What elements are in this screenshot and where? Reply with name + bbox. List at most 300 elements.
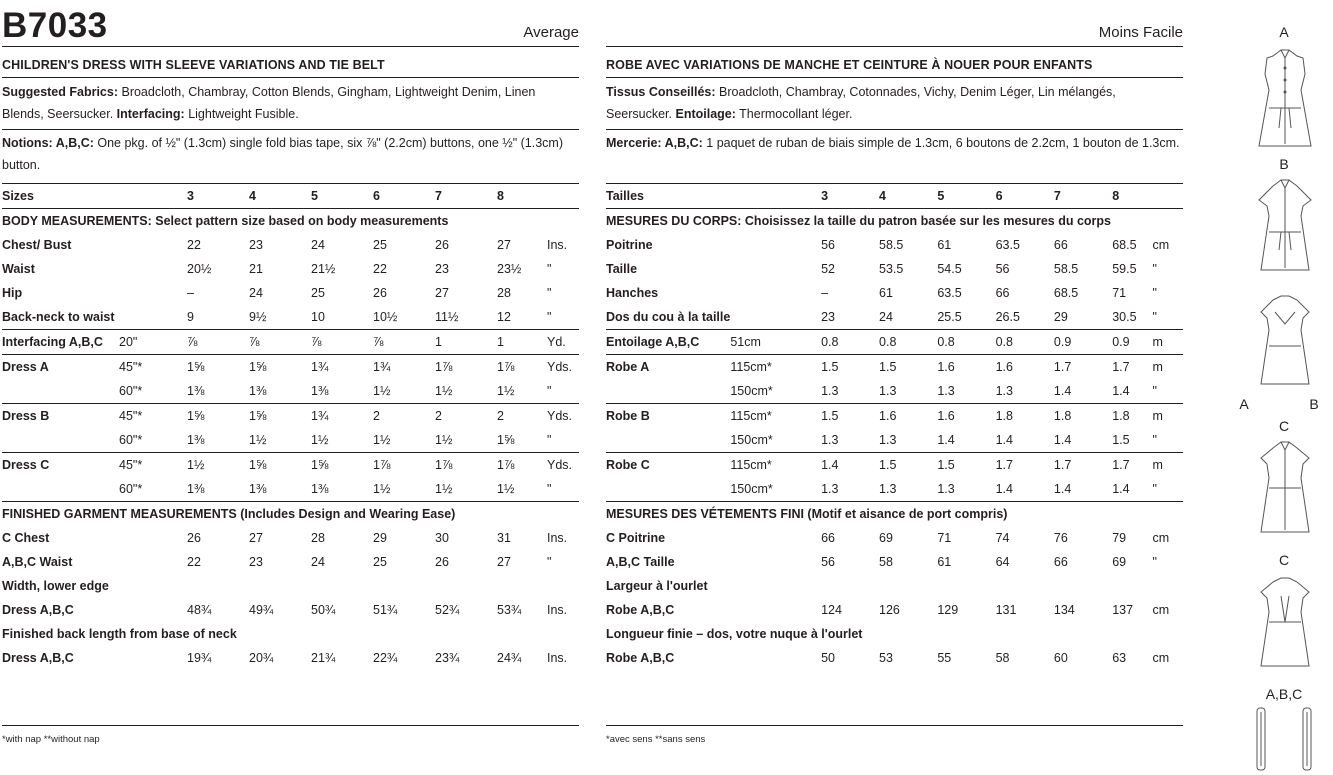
table-row [606, 622, 1183, 646]
table-cell [730, 281, 821, 305]
value-cell: 48¾ [187, 603, 212, 617]
value-cell: 58.5 [879, 238, 904, 252]
unit-cell: cm [1152, 238, 1170, 252]
value-cell: 1.4 [1054, 428, 1112, 453]
value-cell: 53¾ [497, 603, 522, 617]
value-cell: 1⅝ [187, 409, 205, 423]
table-row [606, 330, 1183, 355]
value-cell: 1½ [497, 379, 547, 404]
value-cell: 11½ [435, 305, 497, 330]
view-label: Robe C [606, 458, 650, 472]
value-cell: 25 [373, 555, 387, 569]
size-header: 8 [497, 184, 547, 209]
value-cell: ⅞ [373, 330, 435, 355]
value-cell: 64 [995, 555, 1010, 569]
finished-measurements-heading: FINISHED GARMENT MEASUREMENTS (Includes Design and Wearing Ease) [2, 507, 456, 521]
row-label: C Poitrine [606, 531, 666, 545]
measurement-table [606, 183, 1183, 670]
table-cell [730, 184, 821, 209]
size-header: 5 [937, 184, 995, 209]
value-cell: 22¾ [373, 651, 398, 665]
value-cell: 1⅜ [311, 379, 373, 404]
table-row [606, 305, 1183, 330]
notions-paragraph [2, 132, 579, 176]
value-cell: 137 [1112, 603, 1134, 617]
dress-b-front-icon [1251, 176, 1319, 276]
value-cell: 1⅞ [373, 458, 391, 472]
value-cell: 25 [311, 286, 325, 300]
value-cell: 19¾ [187, 651, 212, 665]
row-label: Waist [2, 262, 35, 276]
unit-cell: m [1152, 458, 1163, 472]
value-cell: 1.3 [879, 379, 937, 404]
unit-cell: " [547, 379, 579, 404]
value-cell: 1.8 [1053, 409, 1072, 423]
table-cell [730, 598, 821, 622]
value-cell: 1⅞ [435, 360, 453, 374]
finished-measurements-heading: MESURES DES VÉTEMENTS FINI (Motif et aisance de port compris) [606, 507, 1008, 521]
value-cell: 74 [995, 531, 1010, 545]
unit-cell: " [1152, 379, 1183, 404]
size-header: 8 [1112, 184, 1152, 209]
view-label: Robe B [606, 409, 650, 423]
value-cell: 22 [187, 238, 201, 252]
unit-cell: Ins. [547, 531, 568, 545]
table-row [606, 281, 1183, 305]
value-cell: 1⅝ [187, 360, 205, 374]
value-cell: 30.5 [1112, 305, 1152, 330]
value-cell: 1½ [187, 458, 205, 472]
table-row [2, 233, 579, 257]
value-cell: 1⅜ [249, 379, 311, 404]
size-header: 3 [821, 184, 879, 209]
value-cell: 59.5 [1112, 262, 1137, 276]
table-cell [119, 257, 187, 281]
table-row [606, 355, 1183, 380]
width-cell: 115cm* [730, 458, 772, 472]
width-cell: 150cm* [730, 477, 821, 502]
table-row [2, 453, 579, 478]
title-rule [606, 46, 1183, 47]
value-cell: 23 [821, 305, 879, 330]
sizes-label: Tailles [606, 184, 730, 209]
value-cell: 0.8 [996, 330, 1054, 355]
table-row [2, 526, 579, 550]
value-cell: 1.3 [821, 477, 879, 502]
value-cell: 24¾ [497, 651, 522, 665]
table-row [2, 574, 579, 598]
value-cell: 1.3 [996, 379, 1054, 404]
value-cell: 10½ [373, 305, 435, 330]
fabrics-label: Suggested Fabrics: [2, 85, 118, 99]
value-cell: 1.5 [1112, 428, 1152, 453]
value-cell: 2 [497, 409, 504, 423]
value-cell: 1.6 [879, 409, 897, 423]
length-heading: Finished back length from base of neck [2, 627, 237, 641]
unit-cell: Yds. [547, 409, 573, 423]
value-cell: 1.5 [879, 360, 897, 374]
value-cell: 1.3 [937, 477, 995, 502]
table-row [606, 379, 1183, 404]
fabrics-paragraph [606, 81, 1183, 125]
table-row [606, 404, 1183, 429]
unit-cell: " [547, 555, 552, 569]
value-cell: 126 [879, 603, 900, 617]
table-cell [606, 428, 730, 453]
table-row [606, 453, 1183, 478]
row-label: Interfacing A,B,C [2, 330, 119, 355]
value-cell: 1.7 [1053, 458, 1072, 472]
view-ab-left-label: A [1239, 396, 1249, 412]
value-cell: 1½ [435, 428, 497, 453]
table-cell [119, 550, 187, 574]
table-row [606, 184, 1183, 209]
value-cell: 25 [373, 238, 387, 252]
table-row [2, 355, 579, 380]
view-abc-label: A,B,C [1265, 686, 1303, 702]
value-cell: 1¾ [311, 360, 329, 374]
value-cell: 1.3 [937, 379, 995, 404]
table-row [2, 379, 579, 404]
value-cell: 27 [249, 531, 263, 545]
table-row [2, 184, 579, 209]
notions-paragraph [606, 132, 1183, 154]
width-cell: 45"* [119, 409, 143, 423]
width-heading: Width, lower edge [2, 579, 109, 593]
value-cell: 22 [187, 555, 201, 569]
value-cell: 1⅜ [187, 379, 249, 404]
unit-cell: Yd. [547, 330, 579, 355]
view-label: Dress A [2, 360, 49, 374]
interfacing-label: Interfacing: [116, 107, 185, 121]
value-cell: 51¾ [373, 603, 398, 617]
table-row [606, 574, 1183, 598]
value-cell: 61 [937, 238, 952, 252]
value-cell: 24 [249, 286, 263, 300]
value-cell: 1½ [373, 477, 435, 502]
width-cell: 60"* [119, 379, 187, 404]
fabrics-rule [606, 129, 1183, 130]
dress-a-front-icon [1251, 44, 1319, 154]
table-row [606, 428, 1183, 453]
table-row [2, 404, 579, 429]
value-cell: 1½ [497, 477, 547, 502]
size-header: 6 [996, 184, 1054, 209]
value-cell: 23 [249, 555, 263, 569]
value-cell: 2 [373, 409, 380, 423]
value-cell: 0.9 [1054, 330, 1112, 355]
value-cell: 29 [1054, 305, 1112, 330]
value-cell: ⅞ [249, 330, 311, 355]
value-cell: 134 [1053, 603, 1075, 617]
unit-cell: " [547, 262, 552, 276]
value-cell: 63.5 [995, 238, 1020, 252]
value-cell: 63 [1112, 651, 1127, 665]
table-cell [119, 646, 187, 670]
notions-text: One pkg. of ½" (1.3cm) single fold bias tape, six ⅞" (2.2cm) buttons, one ½" (1.3cm) button. [2, 136, 563, 172]
value-cell: 31 [497, 531, 511, 545]
table-row [2, 209, 579, 234]
table-cell [2, 477, 119, 502]
row-label: Chest/ Bust [2, 238, 72, 252]
value-cell: 1.3 [879, 428, 937, 453]
value-cell: 20½ [187, 262, 212, 276]
unit-cell: m [1152, 330, 1183, 355]
notions-text: 1 paquet de ruban de biais simple de 1.3cm, 6 boutons de 2.2cm, 1 bouton de 1.3cm. [706, 136, 1180, 150]
view-c-label: C [1278, 418, 1290, 434]
size-header: 5 [311, 184, 373, 209]
value-cell: 1½ [435, 477, 497, 502]
interfacing-text: Thermocollant léger. [739, 107, 853, 121]
unit-cell: " [1152, 262, 1157, 276]
row-label: Hip [2, 286, 23, 300]
width-cell: 60"* [119, 428, 187, 453]
table-row [2, 281, 579, 305]
table-row [606, 646, 1183, 670]
value-cell: 55 [937, 651, 952, 665]
difficulty-label: Average [523, 24, 579, 41]
row-label: A,B,C Taille [606, 555, 675, 569]
value-cell: 26.5 [996, 305, 1054, 330]
value-cell: 2 [435, 409, 442, 423]
value-cell: 68.5 [1112, 238, 1137, 252]
value-cell: – [821, 286, 829, 300]
unit-cell: Ins. [547, 603, 568, 617]
value-cell: 54.5 [937, 262, 962, 276]
pattern-heading: ROBE AVEC VARIATIONS DE MANCHE ET CEINTURE À NOUER POUR ENFANTS [606, 58, 1093, 72]
value-cell: 28 [311, 531, 325, 545]
size-header: 7 [1054, 184, 1112, 209]
unit-cell: m [1152, 409, 1163, 423]
value-cell: 24 [311, 238, 325, 252]
value-cell: 1 [497, 330, 547, 355]
unit-cell: " [1152, 428, 1183, 453]
value-cell: 1⅝ [249, 360, 267, 374]
value-cell: 1.3 [821, 428, 879, 453]
value-cell: 52¾ [435, 603, 460, 617]
value-cell: 56 [821, 555, 835, 569]
table-cell [730, 526, 821, 550]
width-cell: 115cm* [730, 409, 772, 423]
row-label: Dress A,B,C [2, 603, 74, 617]
value-cell: 66 [821, 531, 835, 545]
table-row [2, 550, 579, 574]
size-header: 7 [435, 184, 497, 209]
table-row [606, 209, 1183, 234]
view-label: Dress B [2, 409, 50, 423]
table-row [2, 257, 579, 281]
view-ab-right-label: B [1309, 396, 1319, 412]
unit-cell: " [547, 428, 579, 453]
value-cell: 23½ [497, 262, 522, 276]
value-cell: 1⅝ [311, 458, 329, 472]
value-cell: 24 [879, 305, 937, 330]
value-cell: 1.7 [1112, 360, 1130, 374]
size-header: 3 [187, 184, 249, 209]
value-cell: 1.4 [996, 428, 1054, 453]
notions-label: Notions: A,B,C: [2, 136, 94, 150]
width-heading: Largeur à l'ourlet [606, 579, 708, 593]
value-cell: 12 [497, 305, 547, 330]
view-a-label: A [1279, 24, 1289, 40]
table-cell [730, 550, 821, 574]
value-cell: 1.7 [995, 458, 1013, 472]
value-cell: 1⅝ [249, 409, 267, 423]
value-cell: 1½ [311, 428, 373, 453]
value-cell: 1.4 [821, 458, 839, 472]
unit-cell: cm [1152, 531, 1170, 545]
value-cell: 27 [435, 286, 449, 300]
value-cell: 50 [821, 651, 835, 665]
table-cell [119, 526, 187, 550]
value-cell: 0.9 [1112, 330, 1152, 355]
dress-back-icon [1251, 290, 1319, 390]
value-cell: ⅞ [311, 330, 373, 355]
table-cell [606, 477, 730, 502]
title-rule [2, 46, 579, 47]
value-cell: 20¾ [249, 651, 274, 665]
value-cell: 1.3 [821, 379, 879, 404]
value-cell: 29 [373, 531, 387, 545]
width-cell: 150cm* [730, 379, 821, 404]
value-cell: 21½ [311, 262, 336, 276]
value-cell: 1½ [373, 428, 435, 453]
value-cell: 1½ [435, 379, 497, 404]
value-cell: 1.4 [996, 477, 1054, 502]
fabrics-text: Broadcloth, Chambray, Cotton Blends, Gingham, Lightweight Denim, Linen Blends, Seersucker. [2, 85, 536, 121]
value-cell: 1⅜ [249, 477, 311, 502]
value-cell: 0.8 [937, 330, 995, 355]
value-cell: 26 [435, 555, 449, 569]
view-label: Dress C [2, 458, 50, 472]
value-cell: 1⅜ [187, 428, 249, 453]
view-label: Robe A [606, 360, 650, 374]
value-cell: 1.7 [1112, 458, 1130, 472]
unit-cell: " [1152, 286, 1157, 300]
footnote-rule [606, 725, 1183, 726]
value-cell: 23¾ [435, 651, 460, 665]
fabrics-rule [2, 129, 579, 130]
length-heading: Longueur finie – dos, votre nuque à l'ourlet [606, 627, 863, 641]
value-cell: 1⅜ [187, 477, 249, 502]
value-cell: 66 [995, 286, 1010, 300]
value-cell: 71 [1112, 286, 1127, 300]
tie-belt-icon [1251, 706, 1319, 772]
value-cell: 1.5 [821, 409, 839, 423]
heading-rule [2, 77, 579, 78]
interfacing-label: Entoilage: [675, 107, 736, 121]
row-label: A,B,C Waist [2, 555, 73, 569]
value-cell: 69 [879, 531, 893, 545]
value-cell: 27 [497, 555, 511, 569]
value-cell: 1¾ [311, 409, 329, 423]
unit-cell: Yds. [547, 360, 573, 374]
unit-cell: Ins. [547, 651, 568, 665]
unit-cell: " [1152, 477, 1183, 502]
width-cell: 20" [119, 330, 187, 355]
value-cell: 124 [821, 603, 842, 617]
value-cell: 1.8 [995, 409, 1013, 423]
value-cell: 50¾ [311, 603, 336, 617]
table-cell [730, 305, 821, 330]
value-cell: 1 [435, 330, 497, 355]
value-cell: 1.5 [937, 458, 955, 472]
table-row [2, 330, 579, 355]
table-cell [119, 305, 187, 330]
table-cell [2, 428, 119, 453]
value-cell: 58 [995, 651, 1010, 665]
fabrics-paragraph [2, 81, 579, 125]
pattern-number: B7033 [2, 6, 108, 45]
table-cell [119, 281, 187, 305]
value-cell: 61 [937, 555, 952, 569]
footnote: *avec sens **sans sens [606, 734, 706, 745]
table-cell [730, 233, 821, 257]
table-cell [119, 184, 187, 209]
value-cell: 1.4 [1054, 379, 1112, 404]
row-label: Robe A,B,C [606, 603, 675, 617]
table-cell [119, 233, 187, 257]
value-cell: 131 [995, 603, 1017, 617]
value-cell: – [187, 286, 194, 300]
value-cell: ⅞ [187, 330, 249, 355]
unit-cell: Ins. [547, 238, 568, 252]
value-cell: 9½ [249, 305, 311, 330]
table-row [606, 257, 1183, 281]
value-cell: 25.5 [937, 305, 995, 330]
value-cell: 1¾ [373, 360, 391, 374]
table-row [2, 598, 579, 622]
value-cell: 53.5 [879, 262, 904, 276]
view-c-back-label: C [1278, 552, 1290, 568]
value-cell: 71 [937, 531, 952, 545]
table-cell [2, 379, 119, 404]
table-cell [730, 646, 821, 670]
size-header: 6 [373, 184, 435, 209]
body-measurements-heading: BODY MEASUREMENTS: Select pattern size based on body measurements [2, 214, 449, 228]
value-cell: 1.4 [937, 428, 995, 453]
value-cell: 23 [435, 262, 449, 276]
size-header: 4 [249, 184, 311, 209]
value-cell: 1.4 [1054, 477, 1112, 502]
row-label: C Chest [2, 531, 50, 545]
value-cell: 1⅝ [249, 458, 267, 472]
value-cell: 1.7 [1053, 360, 1072, 374]
value-cell: 49¾ [249, 603, 274, 617]
table-cell [1152, 184, 1183, 209]
row-label: Taille [606, 262, 638, 276]
value-cell: 63.5 [937, 286, 962, 300]
sizes-label: Sizes [2, 184, 119, 209]
size-header: 4 [879, 184, 937, 209]
table-row [2, 428, 579, 453]
dress-c-back-icon [1251, 572, 1319, 672]
value-cell: 23 [249, 238, 263, 252]
value-cell: 129 [937, 603, 959, 617]
value-cell: 60 [1053, 651, 1068, 665]
value-cell: 30 [435, 531, 449, 545]
dress-c-front-icon [1251, 438, 1319, 538]
heading-rule [606, 77, 1183, 78]
view-illustrations [1236, 0, 1333, 775]
difficulty-label: Moins Facile [1098, 24, 1183, 41]
value-cell: 1⅜ [311, 477, 373, 502]
table-row [606, 502, 1183, 527]
value-cell: 22 [373, 262, 387, 276]
width-cell: 51cm [730, 330, 821, 355]
unit-cell: " [1152, 555, 1157, 569]
table-row [606, 526, 1183, 550]
